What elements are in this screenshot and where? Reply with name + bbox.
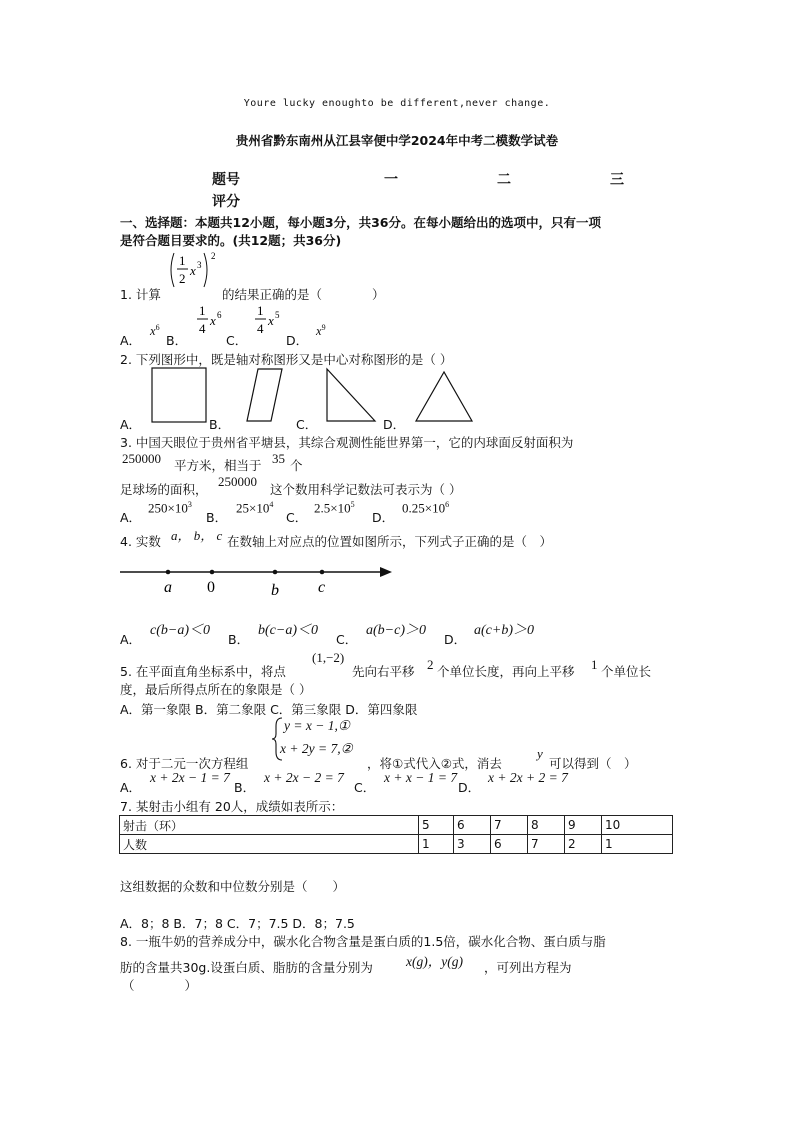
- q3-line3b: 这个数用科学记数法可表示为（ ）: [270, 482, 462, 497]
- table-cell: 9: [565, 816, 602, 835]
- q4-option-c-label[interactable]: C．: [336, 632, 358, 647]
- table-cell: 5: [419, 816, 454, 835]
- q6-equation-2: x + 2y = 7,②: [280, 741, 353, 756]
- q5-mid3: 个单位长: [601, 664, 652, 679]
- table-cell: 6: [491, 835, 528, 854]
- q6-option-c-label[interactable]: C．: [354, 780, 376, 795]
- table-cell: 10: [602, 816, 673, 835]
- q4-option-a: c(b−a)＜0: [150, 623, 210, 638]
- q3-option-c-label[interactable]: C．: [286, 510, 308, 525]
- svg-text:2: 2: [179, 271, 186, 286]
- q4-option-b-label[interactable]: B．: [228, 632, 250, 647]
- q4-option-d: a(c+b)＞0: [474, 623, 534, 638]
- svg-text:4: 4: [199, 321, 206, 336]
- table-cell: 人数: [120, 835, 419, 854]
- q1-suffix: 的结果正确的是（ ）: [222, 287, 385, 302]
- svg-text:1: 1: [199, 303, 206, 318]
- q4-option-c: a(b−c)＞0: [366, 623, 426, 638]
- q3-option-b-base: 25×10: [236, 500, 270, 516]
- q8-line2a: 肪的含量共30g.设蛋白质、脂肪的含量分别为: [120, 960, 373, 975]
- q5-point: (1,−2): [312, 650, 345, 665]
- score-label-number: 题号: [212, 172, 240, 188]
- q2-option-a-label[interactable]: A．: [120, 417, 142, 432]
- q1-option-a: $x^6$: [150, 323, 160, 339]
- point-a: [166, 570, 171, 575]
- q6-mid: ，将①式代入②式，消去: [367, 756, 502, 771]
- q6-prefix: 6. 对于二元一次方程组: [120, 756, 249, 771]
- q3-option-c-exp: 5: [350, 500, 355, 509]
- q5-line2: 度，最后所得点所在的象限是（ ）: [120, 682, 312, 697]
- score-col-3: 三: [610, 172, 624, 188]
- q8-line1: 8. 一瓶牛奶的营养成分中，碳水化合物含量是蛋白质的1.5倍，碳水化合物、蛋白质与脂: [120, 934, 606, 949]
- q3-option-b-exp: 4: [269, 500, 274, 509]
- label-b: b: [271, 582, 279, 598]
- q6-option-d-label[interactable]: D．: [458, 780, 481, 795]
- q5-mid2: 个单位长度，再向上平移: [437, 664, 575, 679]
- q3-option-b-label[interactable]: B．: [206, 510, 228, 525]
- q6-equation-1: y = x − 1,①: [284, 718, 350, 733]
- q1-option-b-label[interactable]: B．: [166, 333, 188, 348]
- q5-n2: 1: [591, 657, 598, 672]
- section-1-heading: 一、选择题：本题共12小题，每小题3分，共36分。在每小题给出的选项中，只有一项: [120, 215, 601, 230]
- svg-text:1: 1: [257, 303, 264, 318]
- table-cell: 7: [528, 835, 565, 854]
- q8-line3: （ ）: [122, 978, 198, 993]
- q4-suffix: 在数轴上对应点的位置如图所示，下列式子正确的是（ ）: [227, 534, 553, 549]
- q7-text: 7. 某射击小组有 20人，成绩如表所示：: [120, 799, 344, 814]
- table-cell: 6: [454, 816, 491, 835]
- point-b: [273, 570, 278, 575]
- q1-option-b-math: [196, 302, 230, 342]
- q6-var: y: [537, 746, 543, 761]
- q4-vars: a， b， c: [171, 528, 223, 543]
- svg-text:6: 6: [217, 310, 222, 320]
- svg-text:2: 2: [211, 251, 216, 261]
- q3-option-d-base: 0.25×10: [402, 500, 446, 516]
- q3-line3a: 足球场的面积，: [120, 482, 208, 497]
- right-triangle-shape: [327, 369, 375, 421]
- q2-option-b-label[interactable]: B．: [209, 417, 231, 432]
- q1-option-c-math: [254, 302, 288, 342]
- svg-text:3: 3: [197, 260, 202, 270]
- table-cell: 7: [491, 816, 528, 835]
- square-shape: [152, 368, 206, 422]
- q4-option-a-label[interactable]: A．: [120, 632, 142, 647]
- table-row: [120, 835, 673, 854]
- score-label-grade: 评分: [212, 194, 240, 210]
- table-cell: 1: [602, 835, 673, 854]
- q3-line2: 平方米，相当于: [174, 458, 262, 473]
- q4-option-d-label[interactable]: D．: [444, 632, 467, 647]
- q3-option-d-exp: 6: [445, 500, 450, 509]
- table-cell: 射击（环）: [120, 816, 419, 835]
- q1-prefix: 1. 计算: [120, 287, 161, 302]
- q1-option-c: [254, 302, 288, 345]
- table-cell: 3: [454, 835, 491, 854]
- q2-option-c-label[interactable]: C．: [296, 417, 318, 432]
- q1-power-expression: [168, 250, 220, 292]
- svg-text:1: 1: [179, 253, 186, 268]
- q1-option-a-label[interactable]: A．: [120, 333, 142, 348]
- q7-options[interactable]: A．8；8 B．7；8 C．7；7.5 D．8；7.5: [120, 916, 355, 931]
- point-c: [320, 570, 325, 575]
- q6-option-d: x + 2x + 2 = 7: [488, 770, 568, 785]
- q6-option-a-label[interactable]: A．: [120, 780, 142, 795]
- q1-expression: [168, 250, 220, 295]
- q3-option-a: [148, 500, 192, 516]
- q3-option-d-label[interactable]: D．: [372, 510, 395, 525]
- q3-line2-end: 个: [290, 458, 303, 473]
- q6-option-b-label[interactable]: B．: [234, 780, 256, 795]
- q3-line1: 3. 中国天眼位于贵州省平塘县，其综合观测性能世界第一，它的内球面反射面积为: [120, 435, 574, 450]
- exam-title: 贵州省黔东南州从江县宰便中学2024年中考二模数学试卷: [235, 133, 559, 148]
- q2-text: 2. 下列图形中，既是轴对称图形又是中心对称图形的是（ ）: [120, 352, 453, 367]
- q5-prefix: 5. 在平面直角坐标系中，将点: [120, 664, 286, 679]
- svg-text:x: x: [210, 313, 216, 328]
- svg-text:x: x: [190, 263, 196, 278]
- point-zero: [210, 570, 215, 575]
- q3-number-repeat: 250000: [218, 474, 257, 489]
- q1-option-b: [196, 302, 230, 345]
- parallelogram-shape: [247, 369, 282, 421]
- q6-option-b: x + 2x − 2 = 7: [264, 770, 344, 785]
- number-line: [118, 562, 398, 598]
- table-cell: 2: [565, 835, 602, 854]
- q2-option-d-label[interactable]: D．: [383, 417, 406, 432]
- section-1-heading-cont: 是符合题目要求的。(共12题；共36分): [120, 233, 342, 248]
- table-row: [120, 816, 673, 835]
- q3-option-a-label[interactable]: A．: [120, 510, 142, 525]
- q8-line2b: ，可列出方程为: [484, 960, 572, 975]
- q3-area-number: 250000: [122, 451, 161, 466]
- table-cell: 1: [419, 835, 454, 854]
- q3-option-c-base: 2.5×10: [314, 500, 351, 516]
- q8-vars: x(g)，y(g): [406, 954, 463, 969]
- q5-options[interactable]: A．第一象限 B．第二象限 C．第三象限 D．第四象限: [120, 702, 418, 717]
- q6-option-c: x + x − 1 = 7: [384, 770, 458, 785]
- q1-option-d: $x^9$: [316, 323, 326, 339]
- q7-question: 这组数据的众数和中位数分别是（ ）: [120, 879, 346, 894]
- label-a: a: [164, 579, 172, 596]
- header-motto: Youre lucky enoughto be different,never change.: [243, 98, 551, 109]
- q4-prefix: 4. 实数: [120, 534, 161, 549]
- q3-option-a-base: 250×10: [148, 500, 188, 516]
- equilateral-triangle-shape: [416, 372, 472, 421]
- q1-option-d-label[interactable]: D．: [286, 333, 309, 348]
- score-col-2: 二: [497, 172, 511, 188]
- label-zero: 0: [207, 579, 215, 596]
- svg-text:4: 4: [257, 321, 264, 336]
- q3-option-b: [236, 500, 273, 516]
- q3-count: 35: [272, 451, 285, 466]
- q3-option-a-exp: 3: [187, 500, 192, 509]
- q3-option-d: [402, 500, 449, 516]
- svg-text:5: 5: [275, 310, 280, 320]
- label-c: c: [318, 579, 326, 596]
- score-col-1: 一: [384, 172, 398, 188]
- q7-score-table: [119, 815, 673, 854]
- q6-suffix: 可以得到（ ）: [549, 756, 637, 771]
- svg-text:x: x: [268, 313, 274, 328]
- q1-option-c-label[interactable]: C．: [226, 333, 248, 348]
- q3-option-c: [314, 500, 355, 516]
- q4-option-b: b(c−a)＜0: [258, 623, 318, 638]
- q5-n1: 2: [427, 657, 434, 672]
- q6-option-a: x + 2x − 1 = 7: [150, 770, 230, 785]
- q5-mid1: 先向右平移: [352, 664, 415, 679]
- q2-shapes: [150, 366, 480, 428]
- table-cell: 8: [528, 816, 565, 835]
